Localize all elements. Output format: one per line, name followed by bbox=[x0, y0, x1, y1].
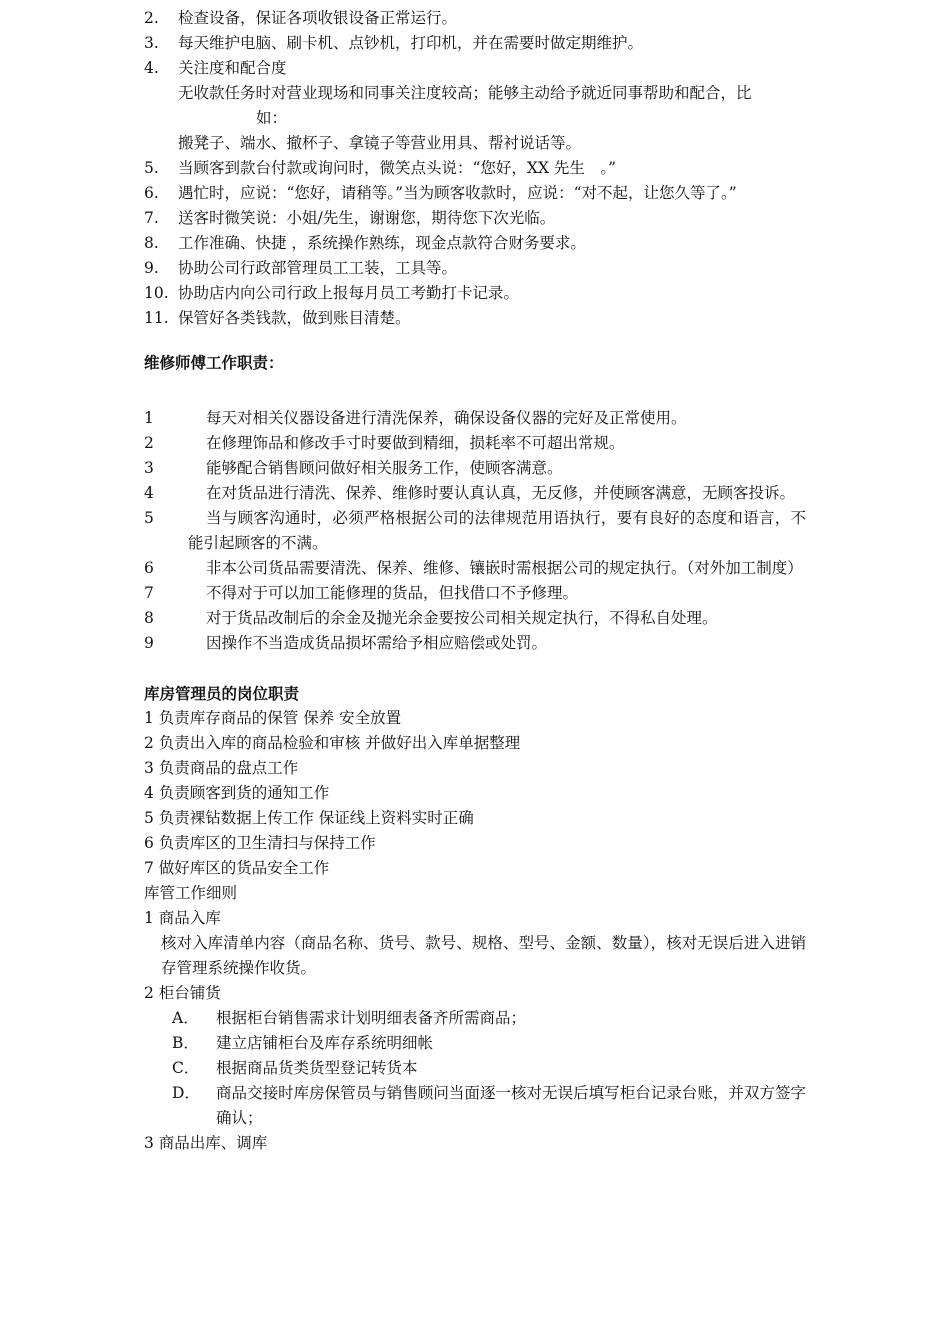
list-item bbox=[144, 31, 806, 56]
list-item bbox=[144, 556, 806, 581]
list-item bbox=[144, 231, 806, 256]
list-item bbox=[144, 281, 806, 306]
rule-title: 3 商品出库、调库 bbox=[144, 1134, 268, 1152]
list-item bbox=[144, 306, 806, 331]
note-line: 搬凳子、端水、撤杯子、拿镜子等营业用具、帮衬说话等。 bbox=[178, 134, 582, 152]
list-item: 1 负责库存商品的保管 保养 安全放置 bbox=[144, 709, 402, 727]
item-text: 建立店铺柜台及库存系统明细帐 bbox=[216, 1034, 434, 1052]
item-number: 2. bbox=[144, 9, 159, 27]
item-number: 3 bbox=[144, 459, 154, 477]
list-item bbox=[144, 181, 806, 206]
item-letter: A． bbox=[172, 1009, 199, 1027]
list-item: 7 做好库区的货品安全工作 bbox=[144, 859, 330, 877]
item-number: 11. bbox=[144, 309, 169, 327]
item-number: 9. bbox=[144, 259, 159, 277]
rule-paragraph: 核对入库清单内容（商品名称、货号、款号、规格、型号、金额、数量），核对无误后进入进销存管理系统操作收货。 bbox=[161, 934, 806, 977]
item-text: 不得对于可以加工能修理的货品，但找借口不予修理。 bbox=[206, 584, 579, 602]
item-number: 5. bbox=[144, 159, 159, 177]
item-text: 非本公司货品需要清洗、保养、维修、镶嵌时需根据公司的规定执行。（对外加工制度） bbox=[206, 559, 803, 577]
item-text: 协助店内向公司行政上报每月员工考勤打卡记录。 bbox=[178, 284, 520, 302]
list-item bbox=[144, 256, 806, 281]
item-number: 9 bbox=[144, 634, 154, 652]
item-letter: D． bbox=[172, 1084, 200, 1102]
item-text: 根据商品货类货型登记转货本 bbox=[216, 1059, 418, 1077]
item-number: 3. bbox=[144, 34, 159, 52]
item-number: 1 bbox=[144, 409, 154, 427]
item-number: 5 bbox=[144, 509, 154, 527]
item-text: 当与顾客沟通时，必须严格根据公司的法律规范用语执行，要有良好的态度和语言，不能引起顾客的不满。 bbox=[188, 509, 806, 552]
list-item bbox=[144, 606, 806, 631]
item-text: 对于货品改制后的余金及抛光余金要按公司相关规定执行，不得私自处理。 bbox=[206, 609, 718, 627]
list-item bbox=[144, 56, 806, 81]
rule2-list bbox=[144, 1006, 806, 1131]
list-item: 2 负责出入库的商品检验和审核 并做好出入库单据整理 bbox=[144, 734, 521, 752]
document-page bbox=[144, 6, 806, 1156]
item-text: 在对货品进行清洗、保养、维修时要认真认真，无反修，并使顾客满意，无顾客投诉。 bbox=[206, 484, 796, 502]
list-item: 3 负责商品的盘点工作 bbox=[144, 759, 299, 777]
item-text: 在修理饰品和修改手寸时要做到精细，损耗率不可超出常规。 bbox=[206, 434, 625, 452]
item-text: 因操作不当造成货品损坏需给予相应赔偿或处罚。 bbox=[206, 634, 548, 652]
item-text: 关注度和配合度 bbox=[178, 59, 287, 77]
item-text: 根据柜台销售需求计划明细表备齐所需商品； bbox=[216, 1009, 527, 1027]
list-item bbox=[144, 1006, 806, 1031]
list-item bbox=[144, 6, 806, 31]
list-item: 6 负责库区的卫生清扫与保持工作 bbox=[144, 834, 376, 852]
note-paragraph bbox=[178, 81, 806, 156]
list-item bbox=[144, 481, 806, 506]
rule-title: 1 商品入库 bbox=[144, 909, 221, 927]
section-heading-warehouse: 库房管理员的岗位职责 bbox=[144, 684, 300, 703]
list-item bbox=[144, 581, 806, 606]
item-text: 协助公司行政部管理员工工装，工具等。 bbox=[178, 259, 458, 277]
item-text: 每天对相关仪器设备进行清洗保养，确保设备仪器的完好及正常使用。 bbox=[206, 409, 687, 427]
rule-title: 2 柜台铺货 bbox=[144, 984, 221, 1002]
section-heading-repair: 维修师傅工作职责： bbox=[144, 353, 284, 372]
note-line: 如： bbox=[256, 109, 288, 127]
repair-duties-list bbox=[144, 406, 806, 656]
item-number: 7. bbox=[144, 209, 159, 227]
list-item bbox=[144, 506, 806, 556]
item-number: 6. bbox=[144, 184, 159, 202]
item-text: 商品交接时库房保管员与销售顾问当面逐一核对无误后填写柜台记录台账，并双方签字确认； bbox=[216, 1084, 806, 1127]
list-item bbox=[144, 1031, 806, 1056]
item-number: 8 bbox=[144, 609, 154, 627]
list-item bbox=[144, 156, 806, 181]
list-item bbox=[144, 206, 806, 231]
item-number: 4. bbox=[144, 59, 159, 77]
item-text: 当顾客到款台付款或询问时，微笑点头说：“您好，XX 先生 。” bbox=[178, 159, 617, 177]
item-number: 6 bbox=[144, 559, 154, 577]
item-text: 遇忙时，应说：“您好，请稍等。”当为顾客收款时，应说：“对不起，让您久等了。” bbox=[178, 184, 737, 202]
item-text: 能够配合销售顾问做好相关服务工作，使顾客满意。 bbox=[206, 459, 563, 477]
item-letter: B． bbox=[172, 1034, 199, 1052]
cashier-duties-list bbox=[144, 6, 806, 331]
list-item bbox=[144, 406, 806, 431]
item-number: 7 bbox=[144, 584, 154, 602]
list-item bbox=[144, 431, 806, 456]
item-number: 10. bbox=[144, 284, 169, 302]
list-item bbox=[144, 1081, 806, 1131]
item-text: 每天维护电脑、刷卡机、点钞机，打印机，并在需要时做定期维护。 bbox=[178, 34, 644, 52]
list-item: 4 负责顾客到货的通知工作 bbox=[144, 784, 330, 802]
item-number: 4 bbox=[144, 484, 154, 502]
item-text: 工作准确、快捷 ，系统操作熟练，现金点款符合财务要求。 bbox=[178, 234, 586, 252]
item-number: 8. bbox=[144, 234, 159, 252]
item-text: 保管好各类钱款，做到账目清楚。 bbox=[178, 309, 411, 327]
list-item bbox=[144, 631, 806, 656]
item-text: 送客时微笑说：小姐/先生，谢谢您，期待您下次光临。 bbox=[178, 209, 556, 227]
list-item bbox=[144, 1056, 806, 1081]
note-line: 无收款任务时对营业现场和同事关注度较高；能够主动给予就近同事帮助和配合，比 bbox=[178, 84, 752, 102]
item-text: 检查设备，保证各项收银设备正常运行。 bbox=[178, 9, 458, 27]
rules-heading: 库管工作细则 bbox=[144, 884, 238, 902]
list-item: 5 负责裸钻数据上传工作 保证线上资料实时正确 bbox=[144, 809, 474, 827]
item-number: 2 bbox=[144, 434, 154, 452]
item-letter: C． bbox=[172, 1059, 200, 1077]
warehouse-duties-list bbox=[144, 706, 806, 881]
list-item bbox=[144, 456, 806, 481]
